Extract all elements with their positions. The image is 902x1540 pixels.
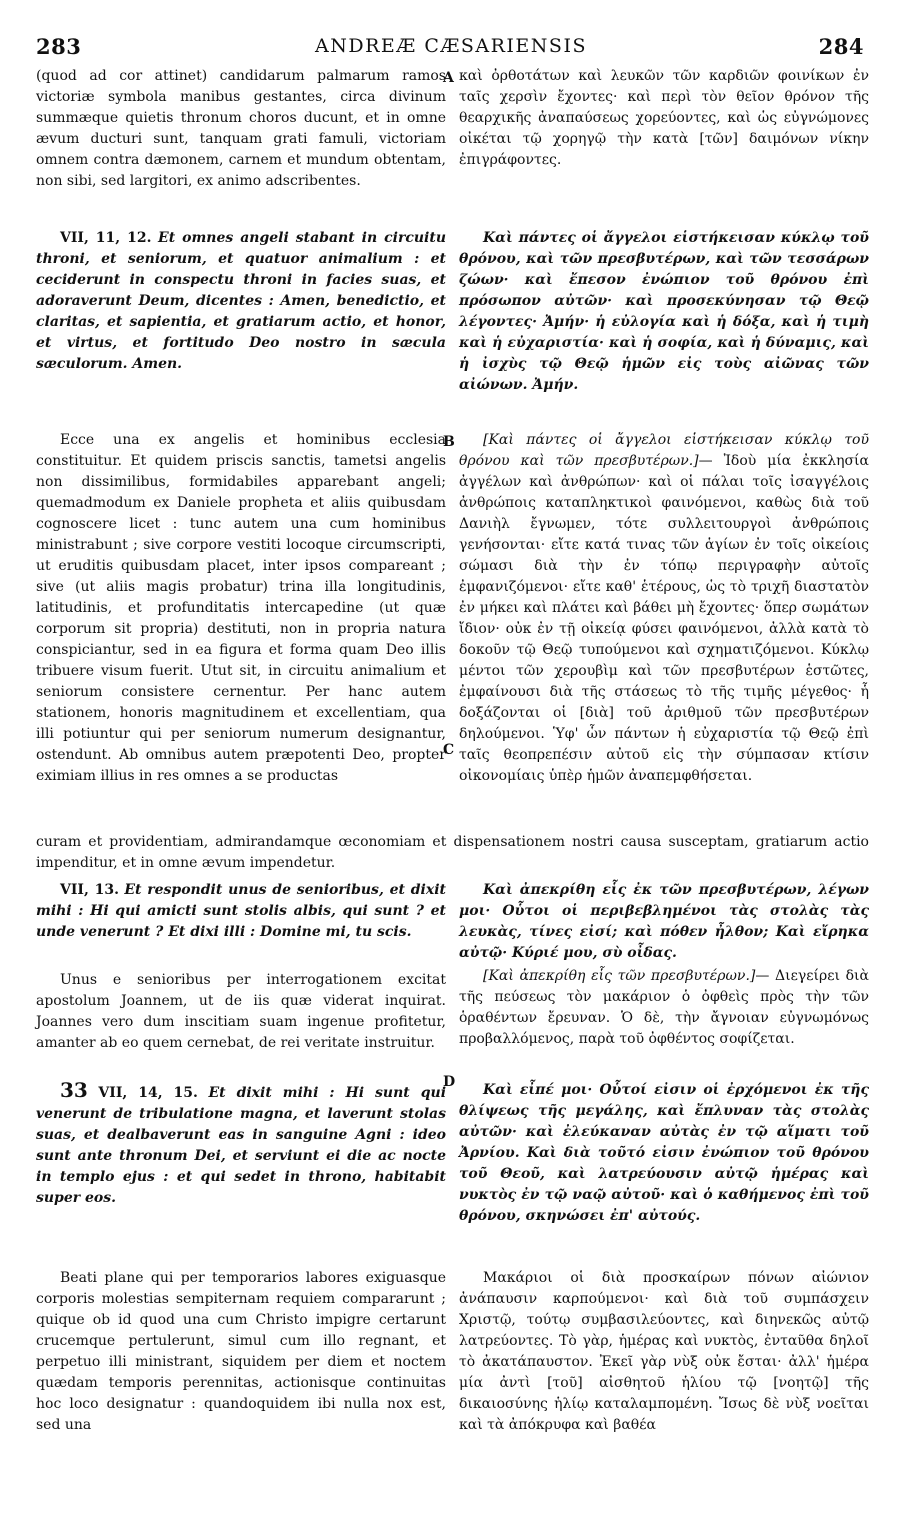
greek-paragraph: Μακάριοι οἱ διὰ προσκαίρων πόνων αἰώνιον ἀνάπαυσιν καρπούμενοι· καὶ διὰ τοῦ συμπάσχειν Χριστῷ, τούτῳ συμβασιλεύοντες, καὶ διηνεκῶς αὐτῷ λατρεύοντες. Τὸ γὰρ, ἡμέρας καὶ νυκτὸς, ἐνταῦθα δηλοῖ τὸ ἀκατάπαυστον. Ἐκεῖ γὰρ νὺξ οὐκ ἔσται· ἀλλ' ἡμέρα μία ἀντὶ [τοῦ] αἰσθητοῦ ἡλίου τῷ [νοητῷ] τῆς δικαιοσύνης ἡλίῳ καταλαμπομένη. Ἴσως δὲ νὺξ νοεῖται καὶ τὰ ἀπόκρυφα καὶ βαθέα [459,1270,869,1433]
latin-verse-block-3 [36,1080,446,1209]
verse-text: Et dixit mihi : Hi sunt qui venerunt de tribulatione magna, et laverunt stolas suas, et dealbaverunt eas in sanguine Agni : ideo sunt ante thronum Dei, et serviunt ei die ac nocte in templo ejus : et qui sedet in throno, habitabit super eos. [36,1085,447,1206]
latin-paragraph: Ecce una ex angelis et hominibus ecclesia constituitur. Et quidem priscis sanctis, tametsi angelis non dissimilibus, formidabiles apparebant angeli; quemadmodum ex Daniele propheta et aliis quibusdam cognoscere licet : tunc autem una cum hominibus ministrabunt ; sive corpore vestiti locoque circumscripti, ut eruditis quibusdam placet, inter ipsos compareant ; sive (ut aliis magis probatur) trina illa longitudinis, latitudinis, et profunditatis intercapedine (ut quæ corporum sit propria) destituti, non in propria natura conspiciantur, sed in ea figura et forma quam Deo illis tribuere visum fuerit. Utut sit, in circuitu animalium et seniorum consistere cernentur. Per hanc autem stationem, honoris magnitudinem et excellentiam, qua illi potiuntur qui per seniorum numerum designantur, ostendunt. Ab omnibus autem præpotenti Deo, propter eximiam illius in res omnes a se productas [36,432,446,784]
latin-commentary-3 [36,1268,446,1436]
latin-verse-block-1 [36,228,446,375]
latin-verse [36,228,446,375]
page-number-left: 283 [36,34,82,59]
running-header [0,34,902,60]
commentary-text: — Διεγείρει διὰ τῆς πεύσεως τὸν μακάριον ὁ ὀφθεὶς πρὸς τὴν τῶν ὁραθέντων ἔρευναν. Ὁ δὲ, τὴν ἄγνοιαν εὐγνωμόνως προβαλλόμενος, παρὰ τοῦ ὀφθέντος σοφίζεται. [459,968,869,1047]
margin-marker-b: B [443,434,455,450]
verse-text: Et omnes angeli stabant in circuitu throni, et seniorum, et quatuor animalium : et ceciderunt in conspectu throni in facies suas, et adoraverunt Deum, dicentes : Amen, benedictio, et claritas, et sapientia, et gratiarum actio, et honor, et virtus, et fortitudo Deo nostro in sæcula sæculorum. Amen. [36,230,446,372]
lemma: [Καὶ ἀπεκρίθη εἷς τῶν πρεσβυτέρων.] [483,968,756,984]
margin-marker-a: A [443,70,454,86]
verse-reference: VII, 14, 15. [98,1085,198,1101]
latin-paragraph: Unus e senioribus per interrogationem excitat apostolum Joannem, ut de iis quæ viderat inquirat. Joannes vero dum inscitiam suam ingenue profitetur, amanter ab eo quem cernebat, de rei veritate instruitur. [36,972,446,1051]
section-number: 33 [60,1078,88,1102]
commentary-text: — Ἰδοὺ μία ἐκκλησία ἀγγέλων καὶ ἀνθρώπων· καὶ οἱ πάλαι τοῖς ἰσαγγέλοις ἀνθρώποις καταπληκτικοὶ φαινόμενοι, καθὼς διὰ τοῦ Δανιὴλ ἔγνωμεν, τότε συλλειτουργοὶ ἀνθρώποις γενήσονται· εἴτε κατά τινας τῶν ἁγίων ἐν τοῖς οἰκείοις σώμασι διὰ τὴν ἐν τόπῳ περιγραφὴν αὐτοῖς ἐμφανιζόμενοι· εἴτε καθ' ἑτέρους, ὡς τὸ τριχῆ διαστατὸν ἐν μήκει καὶ πλάτει καὶ βάθει μὴ ἔχοντες· ὅπερ σωμάτων ἴδιον· οὐκ ἐν τῇ οἰκείᾳ φύσει φαινόμενοι, ἀλλὰ κατὰ τὸ δοκοῦν τῷ Θεῷ τυπούμενοι καὶ σχηματιζόμενοι. Κύκλῳ μέντοι τῶν χερουβὶμ καὶ τῶν πρεσβυτέρων ἑστῶτες, ἐμφαίνουσι διὰ τῆς στάσεως τὸ τῆς τιμῆς μέγεθος· ἧ δοξάζονται οἱ [διὰ] τοῦ ἀριθμοῦ τῶν πρεσβυτέρων δηλούμενοι. Ὑφ' ὧν πάντων ἡ εὐχαριστία τῷ Θεῷ ἐπὶ ταῖς θεοπρεπέσιν αὐτοῦ εἰς τὴν σύμπασαν κτίσιν οἰκονομίαις ὑπὲρ ἡμῶν ἀναπεμφθήσεται. [459,453,869,784]
running-title: ANDREÆ CÆSARIENSIS [315,35,587,57]
greek-verse: Καὶ εἶπέ μοι· Οὗτοί εἰσιν οἱ ἐρχόμενοι ἐκ τῆς θλίψεως τῆς μεγάλης, καὶ ἔπλυναν τὰς στολὰς αὐτῶν· καὶ ἐλεύκαναν αὐτὰς ἐν τῷ αἵματι τοῦ Ἀρνίου. Καὶ διὰ τοῦτό εἰσιν ἐνώπιον τοῦ θρόνου τοῦ Θεοῦ, καὶ λατρεύουσιν αὐτῷ ἡμέρας καὶ νυκτὸς ἐν τῷ ναῷ αὐτοῦ· καὶ ὁ καθήμενος ἐπὶ τοῦ θρόνου, σκηνώσει ἐπ' αὐτούς. [459,1082,869,1224]
greek-paragraph [459,966,869,1050]
latin-paragraph-continuation: curam et providentiam, admirandamque œconomiam et dispensationem nostri causa susceptam, gratiarum actio impenditur, et in omne ævum impendetur. [36,834,869,871]
latin-paragraph: Beati plane qui per temporarios labores exiguasque corporis molestias sempiternam requiem compararunt ; quique ob id quod una cum Christo impigre certarunt crucemque pertulerunt, simul cum illo regnant, et perpetuo illi ministrant, siquidem per diem et noctem quædam temporis perennitas, actionisque continuitas hoc loco designatur : quandoquidem ibi nulla nox est, sed una [36,1270,446,1433]
greek-paragraph [459,430,869,787]
greek-commentary-2 [459,966,869,1050]
margin-marker-c: C [443,742,455,758]
margin-marker-d: D [443,1074,456,1090]
greek-commentary-1 [459,430,869,787]
greek-verse: Καὶ ἀπεκρίθη εἷς ἐκ τῶν πρεσβυτέρων, λέγων μοι· Οὗτοι οἱ περιβεβλημένοι τὰς στολὰς τὰς λευκὰς, τίνες εἰσί; καὶ πόθεν ἦλθον; Καὶ εἴρηκα αὐτῷ· Κύριέ μου, σὺ οἶδας. [459,882,869,961]
page-number-right: 284 [818,34,864,59]
lemma: [Καὶ πάντες οἱ ἄγγελοι εἱστήκεισαν κύκλῳ τοῦ θρόνου καὶ τῶν πρεσβυτέρων.] [459,432,869,469]
latin-verse [36,880,446,943]
greek-verse-block-1 [459,228,869,396]
greek-verse-block-3 [459,1080,869,1227]
greek-verse-block-2 [459,880,869,964]
latin-verse [36,1080,446,1209]
latin-commentary-2 [36,970,446,1054]
verse-text: Et respondit unus de senioribus, et dixit mihi : Hi qui amicti sunt stolis albis, qui sunt ? et unde venerunt ? Et dixi illi : Domine mi, tu scis. [36,882,446,940]
latin-commentary-1 [36,430,446,787]
greek-commentary-3 [459,1268,869,1436]
full-width-continuation [36,832,869,874]
latin-paragraph: (quod ad cor attinet) candidarum palmarum ramos victoriæ symbola manibus gestantes, circa divinum summæque quietis thronum choros ducunt, et in omne ævum ducturi sunt, tanquam grati famuli, victoriam omnem contra dæmonem, carnem et mundum obtentam, non sibi, sed largitori, ex animo adscribentes. [36,68,446,189]
greek-verse: Καὶ πάντες οἱ ἄγγελοι εἱστήκεισαν κύκλῳ τοῦ θρόνου, καὶ τῶν πρεσβυτέρων, καὶ τῶν τεσσάρων ζώων· καὶ ἔπεσον ἐνώπιον τοῦ θρόνου ἐπὶ πρόσωπον αὐτῶν· καὶ προσεκύνησαν τῷ Θεῷ λέγοντες· Ἀμήν· ἡ εὐλογία καὶ ἡ δόξα, καὶ ἡ τιμὴ καὶ ἡ εὐχαριστία· καὶ ἡ σοφία, καὶ ἡ δύναμις, καὶ ἡ ἰσχὺς τῷ Θεῷ ἡμῶν εἰς τοὺς αἰῶνας τῶν αἰώνων. Ἀμήν. [459,230,869,393]
verse-reference: VII, 13. [60,882,119,898]
greek-block-1 [459,66,869,171]
latin-block-1 [36,66,446,192]
greek-paragraph: καὶ ὀρθοτάτων καὶ λευκῶν τῶν καρδιῶν φοινίκων ἐν ταῖς χερσὶν ἔχοντες· καὶ περὶ τὸν θεῖον θρόνον τῆς θεαρχικῆς ἀναπαύσεως χορεύοντες, καὶ ὡς εὐγνώμονες οἰκέται τῷ χορηγῷ τὴν κατὰ [τῶν] δαιμόνων νίκην ἐπιγράφοντες. [459,68,869,168]
verse-reference: VII, 11, 12. [60,230,152,246]
latin-verse-block-2 [36,880,446,943]
